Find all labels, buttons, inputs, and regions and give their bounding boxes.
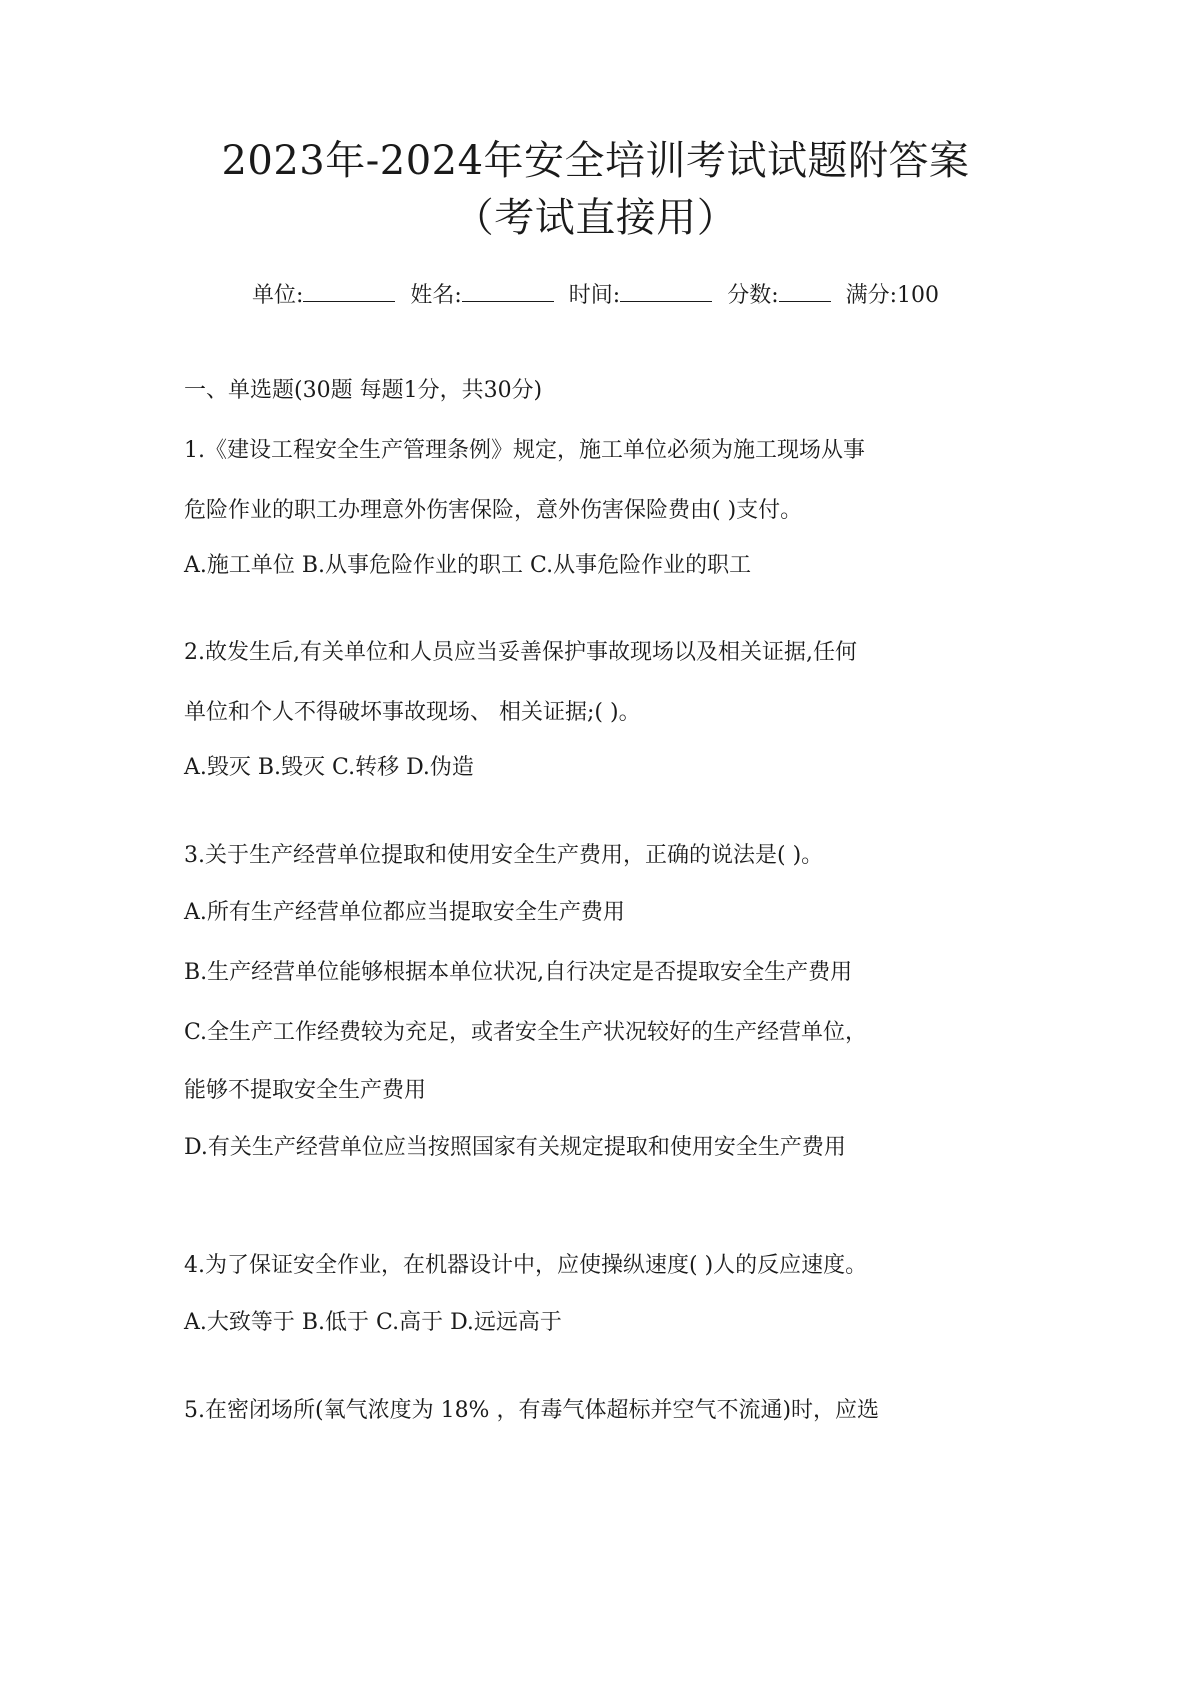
- question-2-stem-line-1: 2.故发生后,有关单位和人员应当妥善保护事故现场以及相关证据,任何: [184, 640, 857, 665]
- question-5-stem-line-1: 5.在密闭场所(氧气浓度为 18% ，有毒气体超标并空气不流通)时，应选: [184, 1398, 880, 1423]
- unit-blank: [303, 281, 395, 302]
- time-label: 时间:: [568, 283, 621, 308]
- name-field: [410, 280, 553, 312]
- exam-info-row: [0, 280, 1191, 312]
- section-heading: 一、单选题(30题 每题1分，共30分): [184, 378, 543, 403]
- question-2-stem-line-2: 单位和个人不得破坏事故现场、 相关证据;( )。: [184, 700, 641, 725]
- question-1-stem-line-1: 1.《建设工程安全生产管理条例》规定，施工单位必须为施工现场从事: [184, 438, 865, 463]
- question-3-option-d: D.有关生产经营单位应当按照国家有关规定提取和使用安全生产费用: [184, 1135, 846, 1160]
- unit-field: [252, 280, 395, 312]
- exam-title-line1: 2023年-2024年安全培训考试试题附答案: [221, 138, 970, 184]
- question-1-stem-line-2: 危险作业的职工办理意外伤害保险，意外伤害保险费由( )支付。: [184, 498, 803, 523]
- question-3-option-a: A.所有生产经营单位都应当提取安全生产费用: [184, 900, 625, 925]
- question-4-options: A.大致等于 B.低于 C.高于 D.远远高于: [184, 1310, 562, 1335]
- question-3-stem-line-1: 3.关于生产经营单位提取和使用安全生产费用，正确的说法是( )。: [184, 843, 824, 868]
- unit-label: 单位:: [251, 283, 304, 308]
- question-3-option-c-cont: 能够不提取安全生产费用: [184, 1078, 427, 1103]
- score-label: 分数:: [727, 283, 779, 308]
- question-3-option-c: C.全生产工作经费较为充足，或者安全生产状况较好的生产经营单位，: [184, 1020, 868, 1045]
- time-blank: [620, 281, 712, 302]
- time-field: [569, 280, 712, 312]
- question-1-options: A.施工单位 B.从事危险作业的职工 C.从事危险作业的职工: [184, 553, 752, 578]
- full-score: 满分:100: [845, 283, 940, 308]
- exam-title-line2: （考试直接用）: [453, 195, 738, 241]
- score-field: [727, 280, 830, 312]
- score-blank: [779, 281, 831, 302]
- question-2-options: A.毁灭 B.毁灭 C.转移 D.伪造: [184, 755, 474, 780]
- question-3-option-b: B.生产经营单位能够根据本单位状况,自行决定是否提取安全生产费用: [184, 960, 853, 985]
- question-4-stem-line-1: 4.为了保证安全作业，在机器设计中，应使操纵速度( )人的反应速度。: [184, 1253, 868, 1278]
- name-blank: [462, 281, 554, 302]
- name-label: 姓名:: [410, 283, 462, 308]
